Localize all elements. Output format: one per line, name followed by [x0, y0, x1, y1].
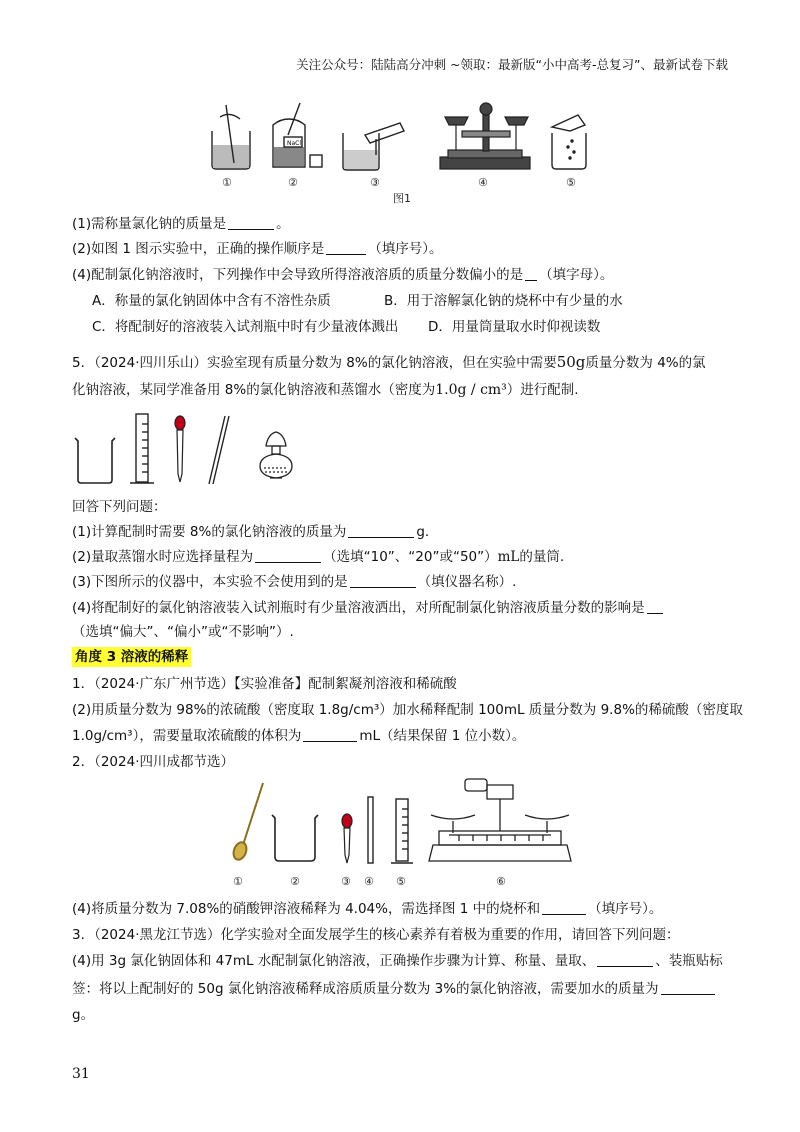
balance-icon — [440, 103, 530, 169]
s3-question-4: (4)用 3g 氯化钠固体和 47mL 水配制氯化钠溶液，正确操作步骤为计算、称量、量取、 、装瓶贴标 — [72, 953, 723, 969]
figure-1 — [200, 95, 600, 190]
pouring-icon — [343, 123, 404, 170]
fig2-label-5: ⑤ — [396, 875, 406, 888]
s1-question-2: (2)用质量分数为 98%的浓硫酸（密度取 1.8g/cm³）加水稀释配制 100mL 质量分数为 9.8%的稀硫酸（密度取 — [72, 702, 743, 718]
fig1-label-2: ② — [288, 176, 298, 189]
answer-blank[interactable] — [348, 523, 414, 538]
figure-1-drawing — [200, 95, 600, 190]
dropper-icon — [175, 416, 185, 482]
answer-blank[interactable] — [326, 240, 366, 255]
fig1-caption: 图1 — [393, 192, 411, 205]
option-c: C．将配制好的溶液装入试剂瓶中时有少量液体溅出 — [92, 319, 399, 335]
answer-blank[interactable] — [525, 266, 537, 281]
glass-rod-icon — [209, 416, 229, 484]
fig1-label-1: ① — [222, 176, 232, 189]
beaker-stir-icon — [212, 105, 250, 169]
answer-blank[interactable] — [661, 980, 715, 995]
spoon-icon — [231, 783, 263, 862]
beaker-icon — [75, 438, 115, 483]
instruments-figure — [72, 410, 312, 490]
alcohol-lamp-icon — [260, 432, 292, 478]
answer-blank[interactable] — [350, 573, 416, 588]
p5-question-3: (3)下图所示的仪器中，本实验不会使用到的是 （填仪器名称）. — [72, 574, 517, 590]
fig1-label-3: ③ — [370, 176, 380, 189]
graduated-cylinder-icon — [130, 414, 154, 483]
answer-blank[interactable] — [597, 952, 653, 967]
s1-question-2-cont: 1.0g/cm³），需要量取浓硫酸的体积为 mL（结果保留 1 位小数）。 — [72, 728, 526, 744]
graduated-cylinder-icon — [391, 799, 413, 863]
fig2-label-3: ③ — [341, 875, 351, 888]
dropper-icon — [342, 814, 352, 863]
s3-question-4-end: g。 — [72, 1007, 95, 1023]
answer-blank[interactable] — [303, 727, 357, 742]
fig2-label-4: ④ — [364, 875, 374, 888]
beaker-weighing-paper-icon — [552, 115, 586, 169]
fig2-label-1: ① — [233, 875, 243, 888]
answer-blank[interactable] — [228, 215, 274, 230]
problem-5-line-1: 5．（2024·四川乐山）实验室现有质量分数为 8%的氯化钠溶液，但在实验中需要50g质量分数为 4%的氯 — [72, 353, 706, 371]
fig2-label-2: ② — [290, 875, 300, 888]
p5-question-2: (2)量取蒸馏水时应选择量程为 （选填“10”、“20”或“50”）mL的量筒. — [72, 549, 565, 565]
question-2: (2)如图 1 图示实验中，正确的操作顺序是 （填序号）。 — [72, 241, 443, 257]
fig2-label-6: ⑥ — [496, 875, 506, 888]
p5-question-4: (4)将配制好的氯化钠溶液装入试剂瓶时有少量溶液洒出，对所配制氯化钠溶液质量分数的影响是 — [72, 598, 665, 618]
s3-heading: 3．（2024·黑龙江节选）化学实验对全面发展学生的核心素养有着极为重要的作用，请回答下列问题： — [72, 927, 680, 943]
answer-prompt: 回答下列问题： — [72, 499, 167, 515]
problem-5-line-2: 化钠溶液，某同学准备用 8%的氯化钠溶液和蒸馏水（密度为1.0g / cm³）进行配制. — [72, 382, 579, 398]
page-header: 关注公众号：陆陆高分冲刺 ~领取：最新版“小中高考-总复习”、最新试卷下载 — [296, 57, 728, 72]
s2-heading: 2．（2024·四川成都节选） — [72, 754, 234, 770]
question-4: (4)配制氯化钠溶液时，下列操作中会导致所得溶液溶质的质量分数偏小的是 （填字母）。 — [72, 267, 614, 283]
reagent-bottle-icon — [273, 103, 322, 167]
answer-blank[interactable] — [647, 599, 663, 614]
beaker-icon — [272, 815, 318, 861]
answer-blank[interactable] — [542, 900, 586, 915]
glass-rod-icon — [368, 797, 373, 863]
figure-2 — [225, 775, 585, 870]
question-1: (1)需称量氯化钠的质量是 。 — [72, 216, 290, 232]
s2-question-4: (4)将质量分数为 7.08%的硝酸钾溶液稀释为 4.04%，需选择图 1 中的烧杯和 （填序号）。 — [72, 901, 663, 917]
s3-question-4-cont: 签：将以上配制好的 50g 氯化钠溶液稀释成溶质质量分数为 3%的氯化钠溶液，需要加水的质量为 — [72, 979, 717, 999]
p5-question-4-cont: （选填“偏大”、“偏小”或“不影响”）. — [72, 624, 294, 640]
option-b: B．用于溶解氯化钠的烧杯中有少量的水 — [384, 293, 623, 309]
nacl-label: NaCl — [287, 140, 302, 147]
option-a: A．称量的氯化钠固体中含有不溶性杂质 — [92, 293, 331, 309]
option-d: D．用量筒量取水时仰视读数 — [428, 319, 601, 335]
section-title: 角度 3 溶液的稀释 — [72, 647, 191, 667]
fig1-label-4: ④ — [478, 176, 488, 189]
answer-blank[interactable] — [255, 548, 321, 563]
page-number: 31 — [72, 1066, 90, 1082]
balance-icon — [429, 779, 571, 861]
fig1-label-5: ⑤ — [566, 176, 576, 189]
p5-question-1: (1)计算配制时需要 8%的氯化钠溶液的质量为 g. — [72, 524, 430, 540]
s1-heading: 1．（2024·广东广州节选）【实验准备】配制絮凝剂溶液和稀硫酸 — [72, 676, 457, 692]
